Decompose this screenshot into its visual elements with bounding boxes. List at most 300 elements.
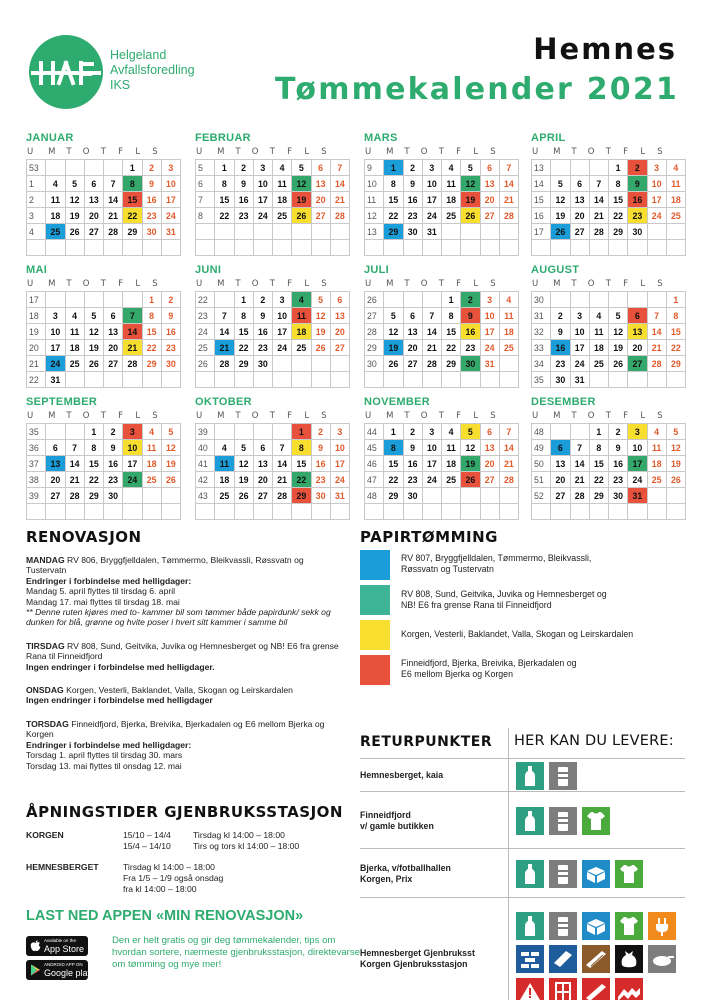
day-cell: 5	[384, 308, 403, 324]
day-cell: 11	[442, 176, 461, 192]
day-cell: 31	[330, 488, 349, 504]
day-cell: 21	[422, 340, 441, 356]
day-cell: 7	[215, 308, 234, 324]
aapning-title: ÅPNINGSTIDER GJENBRUKSSTASJON	[26, 803, 343, 821]
day-cell: 15	[442, 324, 461, 340]
day-cell: 2	[311, 424, 330, 440]
retur-row	[360, 758, 685, 791]
day-cell	[142, 240, 161, 256]
day-cell: 20	[84, 208, 103, 224]
day-cell: 25	[65, 356, 84, 372]
haf-logo	[29, 35, 103, 109]
day-cell: 17	[253, 192, 272, 208]
week-number: 43	[196, 488, 215, 504]
day-cell	[422, 372, 441, 388]
tirsdag-change: Ingen endringer i forbindelse med helligdager.	[26, 661, 215, 672]
day-cell: 7	[499, 424, 518, 440]
day-cell	[253, 504, 272, 520]
day-cell: 16	[628, 192, 647, 208]
day-cell	[311, 504, 330, 520]
day-cell: 18	[647, 456, 666, 472]
day-cell	[292, 504, 311, 520]
day-cell	[589, 240, 608, 256]
day-cell: 22	[215, 208, 234, 224]
day-cell	[123, 292, 142, 308]
papir-text-teal	[401, 589, 607, 611]
day-cell: 30	[609, 488, 628, 504]
day-cell: 25	[142, 472, 161, 488]
app-section	[26, 908, 366, 978]
day-cell: 17	[647, 192, 666, 208]
week-number	[27, 504, 46, 520]
month-name: DESEMBER	[531, 396, 596, 408]
day-cell	[273, 356, 292, 372]
day-cell	[65, 372, 84, 388]
day-cell: 17	[480, 324, 499, 340]
day-cell: 24	[422, 208, 441, 224]
day-cell: 26	[161, 472, 180, 488]
retur-location-line-2: Korgen Gjenbruksstasjon	[360, 959, 468, 969]
day-cell: 7	[65, 440, 84, 456]
weekday-label: O	[420, 411, 428, 421]
day-cell: 6	[84, 176, 103, 192]
app-store-badge[interactable]	[26, 936, 88, 956]
logo-line-2: Avfallsforedling	[110, 63, 195, 77]
weekday-label: O	[420, 279, 428, 289]
day-cell	[666, 224, 685, 240]
day-cell	[609, 504, 628, 520]
week-number: 10	[365, 176, 384, 192]
day-cell: 3	[273, 292, 292, 308]
day-cell: 31	[570, 372, 589, 388]
day-cell	[215, 224, 234, 240]
day-cell: 12	[461, 176, 480, 192]
day-cell: 13	[104, 324, 123, 340]
weekday-label: U	[532, 147, 539, 157]
day-cell: 6	[480, 160, 499, 176]
day-cell	[628, 372, 647, 388]
day-cell: 19	[161, 456, 180, 472]
day-cell: 7	[330, 160, 349, 176]
day-cell: 19	[84, 340, 103, 356]
day-cell	[123, 240, 142, 256]
day-cell: 30	[461, 356, 480, 372]
week-number: 23	[196, 308, 215, 324]
korgen-time-2: Tirs og tors kl 14:00 – 18:00	[193, 841, 300, 851]
day-cell	[589, 372, 608, 388]
week-number: 9	[365, 160, 384, 176]
day-cell: 13	[628, 324, 647, 340]
week-number: 48	[532, 424, 551, 440]
day-cell: 5	[161, 424, 180, 440]
day-cell	[234, 224, 253, 240]
day-cell	[461, 488, 480, 504]
day-cell: 12	[292, 176, 311, 192]
day-cell: 10	[647, 176, 666, 192]
day-cell: 16	[609, 456, 628, 472]
week-number: 38	[27, 472, 46, 488]
day-cell: 12	[384, 324, 403, 340]
day-cell: 17	[46, 340, 65, 356]
day-cell: 18	[273, 192, 292, 208]
korgen-hours	[26, 830, 346, 854]
korgen-time-1: Tirsdag kl 14:00 – 18:00	[193, 830, 285, 840]
week-number: 30	[532, 292, 551, 308]
day-cell	[609, 372, 628, 388]
day-cell: 10	[253, 176, 272, 192]
day-cell: 11	[142, 440, 161, 456]
day-cell: 27	[253, 488, 272, 504]
retur-location-line-1: Bjerka, v/fotballhallen	[360, 862, 451, 873]
day-cell: 4	[647, 424, 666, 440]
day-cell: 25	[46, 224, 65, 240]
day-cell: 6	[403, 308, 422, 324]
day-cell: 16	[142, 192, 161, 208]
day-cell	[234, 424, 253, 440]
day-cell: 15	[384, 192, 403, 208]
day-cell	[104, 504, 123, 520]
week-number: 42	[196, 472, 215, 488]
week-number: 26	[365, 292, 384, 308]
day-cell: 28	[422, 356, 441, 372]
day-cell: 15	[292, 456, 311, 472]
day-cell: 21	[589, 208, 608, 224]
day-cell: 8	[384, 176, 403, 192]
weekday-label: M	[553, 279, 561, 289]
day-cell	[589, 292, 608, 308]
day-cell: 17	[161, 192, 180, 208]
day-cell	[570, 424, 589, 440]
haf-logo-icon	[29, 35, 103, 109]
month-name: APRIL	[531, 132, 566, 144]
day-cell	[273, 424, 292, 440]
weekday-label: U	[532, 411, 539, 421]
retur-location	[360, 863, 451, 885]
day-cell: 28	[215, 356, 234, 372]
day-cell: 8	[292, 440, 311, 456]
textile-icon	[615, 912, 643, 940]
day-cell: 28	[273, 488, 292, 504]
weekday-label: L	[304, 279, 310, 289]
day-cell	[123, 488, 142, 504]
week-number	[532, 504, 551, 520]
impregnated-wood-icon	[582, 978, 610, 1000]
aapning-section	[26, 803, 346, 896]
day-cell: 30	[253, 356, 272, 372]
day-cell: 8	[123, 176, 142, 192]
month-name: FEBRUAR	[195, 132, 251, 144]
week-number: 2	[27, 192, 46, 208]
weekday-label: L	[135, 411, 141, 421]
month-name: JULI	[364, 264, 390, 276]
day-cell	[570, 292, 589, 308]
day-cell	[628, 504, 647, 520]
day-cell: 12	[65, 192, 84, 208]
week-number: 14	[532, 176, 551, 192]
day-cell: 23	[234, 208, 253, 224]
day-cell: 7	[104, 176, 123, 192]
weekday-label: M	[48, 411, 56, 421]
day-cell: 26	[65, 224, 84, 240]
day-cell: 5	[84, 308, 103, 324]
day-cell: 4	[589, 308, 608, 324]
day-cell: 6	[104, 308, 123, 324]
day-cell: 2	[461, 292, 480, 308]
day-cell: 16	[403, 192, 422, 208]
day-cell: 20	[628, 340, 647, 356]
day-cell: 25	[499, 340, 518, 356]
day-cell	[273, 224, 292, 240]
day-cell: 19	[609, 340, 628, 356]
weekday-label: S	[490, 411, 496, 421]
day-cell	[499, 488, 518, 504]
day-cell: 10	[570, 324, 589, 340]
day-cell: 3	[422, 424, 441, 440]
day-cell: 11	[46, 192, 65, 208]
place-name: Hemnes	[533, 32, 677, 66]
day-cell: 3	[253, 160, 272, 176]
day-cell: 29	[442, 356, 461, 372]
day-cell: 20	[311, 192, 330, 208]
week-number: 28	[365, 324, 384, 340]
weekday-label: T	[605, 147, 611, 157]
weekday-label: S	[152, 279, 158, 289]
weekday-label: T	[235, 279, 241, 289]
day-cell: 25	[215, 488, 234, 504]
day-cell: 1	[215, 160, 234, 176]
day-cell: 9	[609, 440, 628, 456]
day-cell	[311, 372, 330, 388]
google-play-badge[interactable]	[26, 960, 93, 980]
day-cell: 28	[499, 208, 518, 224]
day-cell: 6	[570, 176, 589, 192]
month-oktober	[195, 396, 350, 520]
day-cell: 27	[104, 356, 123, 372]
month-name: JUNI	[195, 264, 222, 276]
header	[0, 0, 707, 125]
papir-yellow-line-1: Korgen, Vesterli, Baklandet, Valla, Skogan og Leirskardalen	[401, 629, 634, 639]
day-cell: 23	[403, 208, 422, 224]
day-cell: 27	[403, 356, 422, 372]
weekday-label: O	[82, 279, 90, 289]
day-cell: 8	[234, 308, 253, 324]
day-cell: 3	[46, 308, 65, 324]
weekday-header	[195, 147, 350, 159]
day-cell	[215, 424, 234, 440]
month-name: MARS	[364, 132, 398, 144]
day-cell: 4	[215, 440, 234, 456]
week-number: 11	[365, 192, 384, 208]
day-cell	[570, 504, 589, 520]
day-cell: 14	[65, 456, 84, 472]
metal-can-icon	[549, 762, 577, 790]
weekday-label: T	[571, 147, 577, 157]
day-cell: 2	[161, 292, 180, 308]
day-cell: 1	[609, 160, 628, 176]
day-cell	[403, 292, 422, 308]
weekday-label: S	[657, 279, 663, 289]
week-number: 13	[532, 160, 551, 176]
day-cell	[234, 372, 253, 388]
day-cell: 12	[609, 324, 628, 340]
papir-text-yellow	[401, 629, 633, 640]
day-cell: 18	[666, 192, 685, 208]
retur-subtitle: HER KAN DU LEVERE:	[514, 733, 674, 749]
day-cell	[46, 240, 65, 256]
day-cell: 6	[311, 160, 330, 176]
mandag-block	[26, 555, 346, 628]
day-cell: 2	[609, 424, 628, 440]
day-cell	[589, 160, 608, 176]
month-grid	[195, 291, 350, 388]
day-cell	[330, 224, 349, 240]
weekday-label: L	[135, 279, 141, 289]
day-cell: 28	[589, 224, 608, 240]
day-cell: 14	[123, 324, 142, 340]
day-cell: 20	[480, 192, 499, 208]
day-cell: 18	[442, 456, 461, 472]
tirsdag-block	[26, 641, 346, 672]
day-cell: 25	[292, 340, 311, 356]
day-cell: 1	[142, 292, 161, 308]
week-number: 37	[27, 456, 46, 472]
logo-line-1: Helgeland	[110, 48, 167, 62]
day-cell: 29	[589, 488, 608, 504]
day-cell: 14	[215, 324, 234, 340]
weekday-label: O	[587, 147, 595, 157]
day-cell	[461, 372, 480, 388]
weekday-label: O	[251, 147, 259, 157]
electronics-icon	[648, 912, 676, 940]
torsdag-change-2: Torsdag 13. mai flyttes til onsdag 12. mai	[26, 760, 182, 771]
retur-location-line-2: Korgen, Prix	[360, 873, 413, 884]
day-cell: 8	[384, 440, 403, 456]
day-cell: 26	[292, 208, 311, 224]
retur-location	[360, 770, 443, 781]
weekday-label: T	[605, 279, 611, 289]
weekday-label: M	[386, 147, 394, 157]
day-cell	[84, 160, 103, 176]
day-cell: 8	[215, 176, 234, 192]
day-cell	[330, 504, 349, 520]
day-cell: 25	[442, 208, 461, 224]
day-cell: 8	[442, 308, 461, 324]
day-cell: 28	[330, 208, 349, 224]
day-cell: 10	[46, 324, 65, 340]
day-cell	[480, 372, 499, 388]
retur-location-line-1: Hemnesberget, kaia	[360, 770, 444, 780]
tirsdag-day: TIRSDAG	[26, 640, 65, 651]
weekday-label: S	[321, 411, 327, 421]
day-cell: 21	[499, 192, 518, 208]
day-cell: 26	[666, 472, 685, 488]
day-cell: 3	[422, 160, 441, 176]
week-number: 16	[532, 208, 551, 224]
day-cell: 22	[589, 472, 608, 488]
papir-swatch-red	[360, 655, 390, 685]
glass-icon	[516, 912, 544, 940]
day-cell: 21	[330, 192, 349, 208]
hazardous-icon	[516, 978, 544, 1000]
day-cell: 8	[589, 440, 608, 456]
mandag-route: RV 806, Bryggfjelldalen, Tømmermo, Bleikvassli, Røssvatn og Tustervatn	[26, 555, 304, 576]
day-cell: 21	[65, 472, 84, 488]
day-cell: 23	[609, 472, 628, 488]
month-name: JANUAR	[26, 132, 74, 144]
weekday-label: S	[490, 279, 496, 289]
korgen-period-2: 15/4 – 14/10	[123, 841, 171, 851]
week-number: 50	[532, 456, 551, 472]
day-cell	[551, 160, 570, 176]
day-cell: 20	[480, 456, 499, 472]
day-cell: 15	[142, 324, 161, 340]
day-cell: 7	[499, 160, 518, 176]
weekday-label: M	[217, 147, 225, 157]
day-cell: 19	[384, 340, 403, 356]
day-cell: 5	[292, 160, 311, 176]
week-number: 30	[365, 356, 384, 372]
day-cell	[311, 356, 330, 372]
day-cell: 1	[666, 292, 685, 308]
wood-icon	[582, 945, 610, 973]
day-cell: 24	[570, 356, 589, 372]
week-number: 31	[532, 308, 551, 324]
day-cell: 25	[589, 356, 608, 372]
day-cell	[161, 488, 180, 504]
week-number: 5	[196, 160, 215, 176]
day-cell: 20	[253, 472, 272, 488]
day-cell	[499, 356, 518, 372]
day-cell: 6	[480, 424, 499, 440]
weekday-label: O	[251, 279, 259, 289]
month-februar	[195, 132, 350, 256]
day-cell: 10	[123, 440, 142, 456]
apple-icon	[30, 940, 41, 952]
day-cell: 16	[551, 340, 570, 356]
day-cell	[384, 372, 403, 388]
day-cell: 14	[570, 456, 589, 472]
day-cell: 22	[84, 472, 103, 488]
day-cell: 27	[84, 224, 103, 240]
papir-text-red	[401, 658, 577, 680]
day-cell: 9	[628, 176, 647, 192]
weekday-label: T	[269, 411, 275, 421]
day-cell	[647, 292, 666, 308]
day-cell: 12	[311, 308, 330, 324]
day-cell: 9	[311, 440, 330, 456]
day-cell: 15	[666, 324, 685, 340]
torsdag-day: TORSDAG	[26, 718, 69, 729]
papir-swatch-teal	[360, 585, 390, 615]
day-cell: 21	[104, 208, 123, 224]
day-cell: 20	[570, 208, 589, 224]
week-number: 13	[365, 224, 384, 240]
day-cell: 21	[499, 456, 518, 472]
day-cell	[161, 372, 180, 388]
day-cell: 29	[384, 488, 403, 504]
month-august	[531, 264, 686, 388]
day-cell: 13	[403, 324, 422, 340]
day-cell: 6	[551, 440, 570, 456]
week-number: 3	[27, 208, 46, 224]
day-cell: 12	[84, 324, 103, 340]
day-cell: 15	[215, 192, 234, 208]
day-cell: 1	[234, 292, 253, 308]
day-cell: 27	[628, 356, 647, 372]
day-cell: 9	[403, 440, 422, 456]
papir-section	[360, 528, 690, 680]
day-cell	[104, 240, 123, 256]
